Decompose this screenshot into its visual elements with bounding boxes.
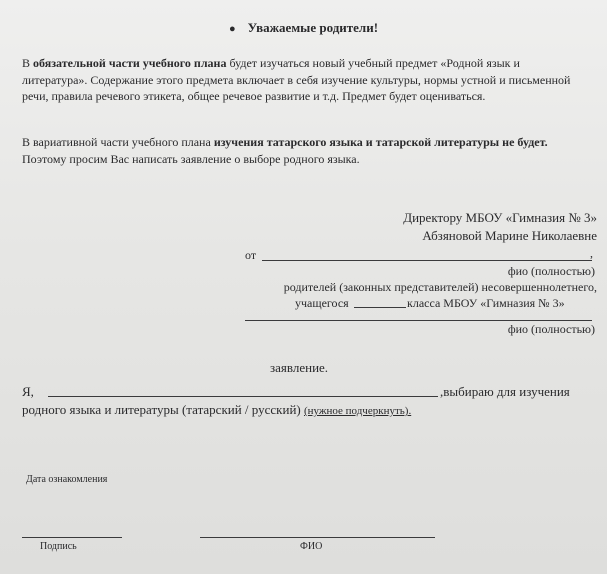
- paragraph-variative: [22, 134, 582, 167]
- date-label: Дата ознакомления: [26, 474, 108, 485]
- from-label: от: [245, 248, 257, 262]
- from-fio-line[interactable]: [262, 260, 592, 261]
- from-comma: ,: [590, 246, 593, 260]
- bullet-icon: ●: [228, 23, 236, 35]
- student-suffix: класса МБОУ «Гимназия № 3»: [407, 296, 565, 310]
- paragraph1-rest: будет изучаться новый учебный предмет «Родной язык и литература». Содержание этого предмета включает в себя изучение культуры, нормы устной и письменной речи, правила речевого этикета, общее речевое развитие и т.д. Предмет будет оцениваться.: [22, 56, 571, 103]
- statement-note: (нужное подчеркнуть).: [303, 405, 412, 417]
- addressee-line2: Абзяновой Марине Николаевне: [422, 228, 597, 243]
- paragraph2-bold: изучения татарского языка и татарской литературы не будет.: [213, 135, 548, 149]
- fio-note: фио (полностью): [507, 264, 595, 278]
- student-prefix: учащегося: [295, 296, 349, 310]
- parents-line: родителей (законных представителей) несовершеннолетнего,: [283, 280, 597, 294]
- paragraph2-lead: В вариативной части учебного плана: [22, 135, 214, 149]
- paragraph2-rest: Поэтому просим Вас написать заявление о выборе родного языка.: [22, 151, 360, 166]
- fio-note2: фио (полностью): [507, 322, 595, 336]
- paragraph-mandatory: [22, 55, 582, 105]
- statement-prefix: Я,: [22, 384, 34, 399]
- student-fio-line[interactable]: [245, 320, 592, 321]
- statement-line2: [22, 402, 411, 418]
- statement-name-line[interactable]: [48, 396, 438, 397]
- statement-line2-text: родного языка и литературы (татарский / русский): [22, 402, 301, 417]
- paragraph1-lead: В: [22, 56, 34, 70]
- statement-suffix: ,выбираю для изучения: [440, 384, 570, 399]
- paragraph1-bold: обязательной части учебного плана: [33, 56, 227, 70]
- page-title: [0, 20, 607, 36]
- class-line[interactable]: [354, 307, 406, 308]
- signature-label: Подпись: [40, 541, 77, 552]
- statement-title: заявление.: [270, 360, 329, 375]
- fio-line[interactable]: [200, 537, 435, 538]
- signature-line[interactable]: [22, 537, 122, 538]
- addressee-line1: Директору МБОУ «Гимназия № 3»: [403, 210, 597, 225]
- fio-label: ФИО: [300, 541, 323, 552]
- title-text: Уважаемые родители!: [247, 20, 379, 35]
